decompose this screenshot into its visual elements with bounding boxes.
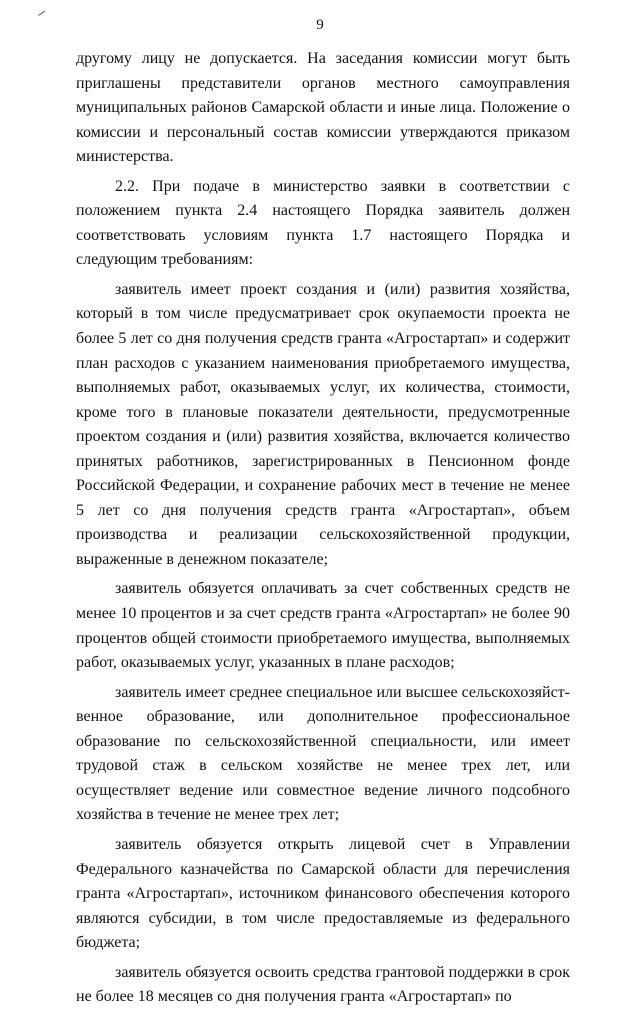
paragraph-cofinancing: заявитель обязуется оплачивать за счет собственных средств не менее 10 процентов и за счет средств гранта «Агростартап» не более 90 процентов общей стоимости приобретаемого имущества, выполняемых работ, оказываемых услуг, указанных в плане расходов; <box>76 580 570 672</box>
paragraph-2-2: 2.2. При подаче в министерство заявки в соответствии с положением пункта 2.4 настоящего Порядка заявитель должен соответствовать условиям пункта 1.7 настоящего Порядка и следующим требованиям: <box>76 177 570 269</box>
paragraph-education: заявитель имеет среднее специальное или высшее сельскохозяйст-венное образование, или дополнительное профессиональное образование по сельскохозяйственной специальности, или имеет трудовой стаж в сельском хозяйстве не менее трех лет, или осуществляет ведение или совместное ведение личного подсобного хозяйства в течение не менее трех лет; <box>76 683 570 824</box>
paragraph-project-requirement: заявитель имеет проект создания и (или) развития хозяйства, который в том числе предусматривает срок окупаемости проекта не более 5 лет со дня получения средств гранта «Агростартап» и содержит план расходов с указанием наименования приобретаемого имущества, выполняемых работ, оказываемых услуг, их количества, стоимости, кроме того в плановые показатели деятельности, предусмотренные проектом создания и (или) развития хозяйства, включается количество принятых работников, зарегистрированных в Пенсионном фонде Российской Федерации, и сохранение рабочих мест в течение не менее 5 лет со дня получения средств гранта «Агростартап», объем производства и реализации сельскохозяйственной продукции, выраженные в денежном показателе; <box>76 280 570 568</box>
paragraph-commission: другому лицу не допускается. На заседания комиссии могут быть приглашены представители органов местного самоуправления муниципальных районов Самарской области и иные лица. Положение о комиссии и персональный состав комиссии утверждаются приказом министерства. <box>76 50 570 166</box>
page-number: 9 <box>316 17 324 33</box>
paragraph-grant-usage: заявитель обязуется освоить средства грантовой поддержки в срок не более 18 месяцев со дня получения гранта «Агростартап» по <box>76 963 570 1006</box>
document-body <box>76 47 570 1010</box>
paragraph-treasury-account: заявитель обязуется открыть лицевой счет в Управлении Федерального казначейства по Самарской области для перечисления гранта «Агростартап», источником финансового обеспечения которого являются субсидии, в том числе предоставляемые из федерального бюджета; <box>76 835 570 952</box>
